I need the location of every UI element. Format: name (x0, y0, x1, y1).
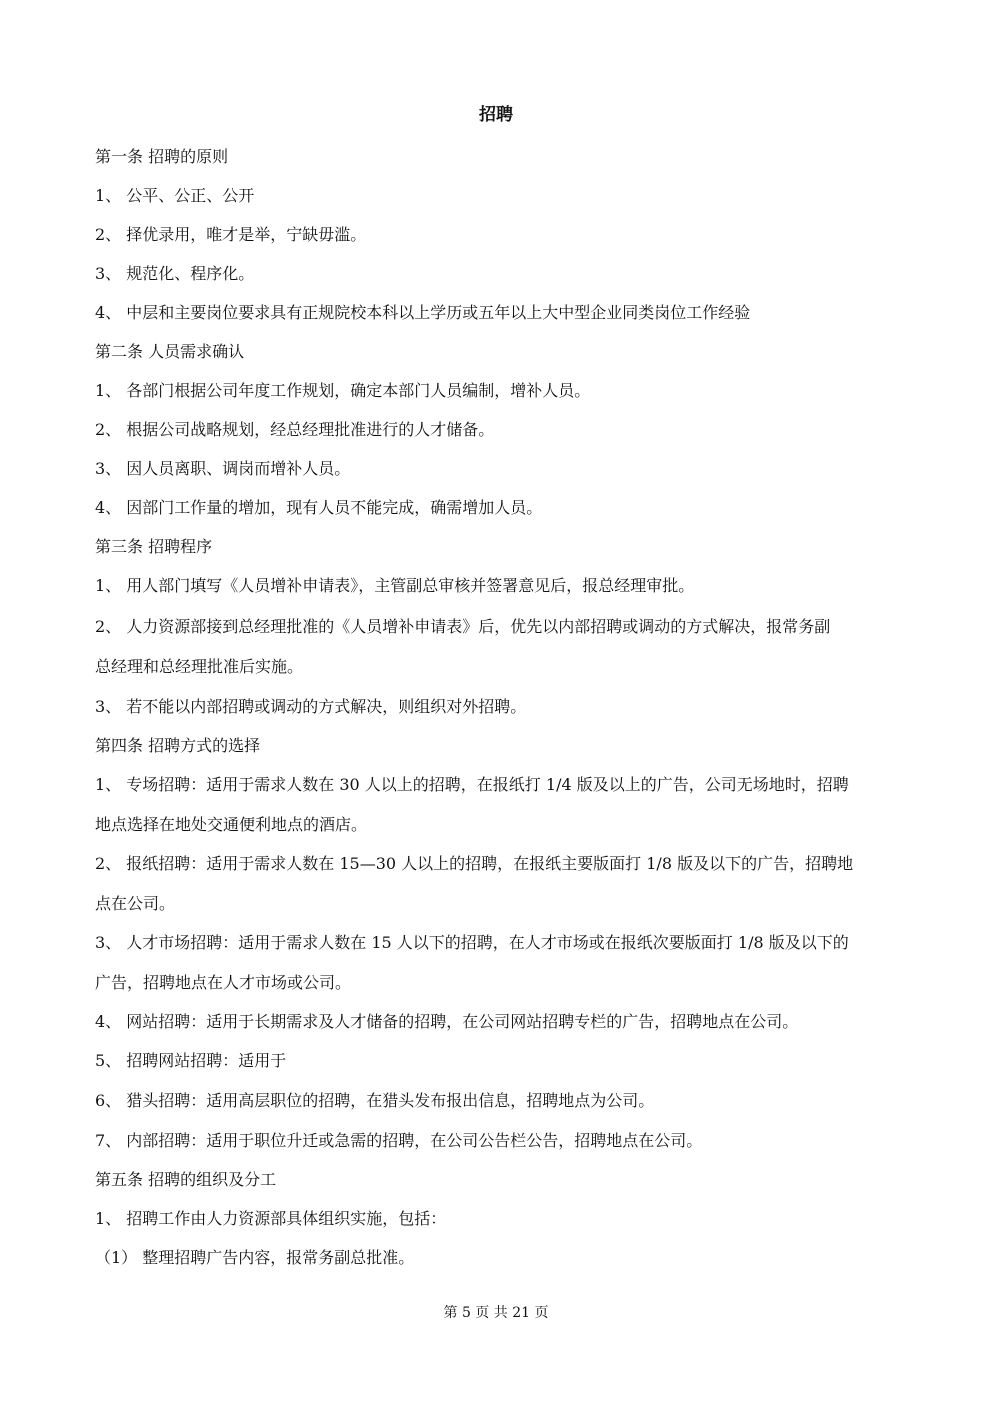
list-item: 1、 各部门根据公司年度工作规划，确定本部门人员编制，增补人员。 (95, 381, 591, 400)
list-item: 2、 根据公司战略规划，经总经理批准进行的人才储备。 (95, 420, 495, 439)
list-item: 7、 内部招聘：适用于职位升迁或急需的招聘，在公司公告栏公告，招聘地点在公司。 (95, 1131, 703, 1150)
list-item: 6、 猎头招聘：适用高层职位的招聘，在猎头发布报出信息，招聘地点为公司。 (95, 1091, 655, 1110)
list-item: 3、 规范化、程序化。 (95, 264, 255, 283)
list-item: 1、 用人部门填写《人员增补申请表》，主管副总审核并签署意见后，报总经理审批。 (95, 576, 695, 595)
section-heading-2: 第二条 人员需求确认 (95, 342, 245, 361)
page-title: 招聘 (479, 105, 513, 125)
list-item-continuation: 总经理和总经理批准后实施。 (95, 657, 304, 676)
list-item: 3、 因人员离职、调岗而增补人员。 (95, 459, 351, 478)
list-item: 1、 招聘工作由人力资源部具体组织实施，包括： (95, 1209, 447, 1228)
list-item-continuation: 广告，招聘地点在人才市场或公司。 (95, 973, 352, 992)
section-heading-4: 第四条 招聘方式的选择 (95, 736, 261, 755)
list-item: 2、 择优录用，唯才是举，宁缺毋滥。 (95, 225, 367, 244)
list-item: 4、 中层和主要岗位要求具有正规院校本科以上学历或五年以上大中型企业同类岗位工作经验 (95, 303, 751, 322)
list-item: 3、 若不能以内部招聘或调动的方式解决，则组织对外招聘。 (95, 697, 527, 716)
list-item: 1、 专场招聘：适用于需求人数在 30 人以上的招聘，在报纸打 1/4 版及以上的广告，公司无场地时，招聘 (95, 775, 849, 794)
list-item: 2、 报纸招聘：适用于需求人数在 15—30 人以上的招聘，在报纸主要版面打 1/8 版及以下的广告，招聘地 (95, 854, 854, 873)
list-item: 4、 因部门工作量的增加，现有人员不能完成，确需增加人员。 (95, 498, 543, 517)
section-heading-5: 第五条 招聘的组织及分工 (95, 1170, 277, 1189)
list-item-continuation: 地点选择在地处交通便利地点的酒店。 (95, 815, 368, 834)
section-heading-1: 第一条 招聘的原则 (95, 147, 229, 166)
list-item: 1、 公平、公正、公开 (95, 186, 255, 205)
list-item-continuation: 点在公司。 (95, 894, 176, 913)
list-item: 5、 招聘网站招聘：适用于 (95, 1051, 287, 1070)
sub-list-item: （1） 整理招聘广告内容，报常务副总批准。 (95, 1248, 415, 1267)
page-number-footer: 第 5 页 共 21 页 (443, 1305, 549, 1321)
list-item: 3、 人才市场招聘：适用于需求人数在 15 人以下的招聘，在人才市场或在报纸次要版面打 1/8 版及以下的 (95, 933, 849, 952)
list-item: 2、 人力资源部接到总经理批准的《人员增补申请表》后，优先以内部招聘或调动的方式解决，报常务副 (95, 617, 831, 636)
list-item: 4、 网站招聘：适用于长期需求及人才储备的招聘，在公司网站招聘专栏的广告，招聘地点在公司。 (95, 1012, 799, 1031)
section-heading-3: 第三条 招聘程序 (95, 537, 213, 556)
